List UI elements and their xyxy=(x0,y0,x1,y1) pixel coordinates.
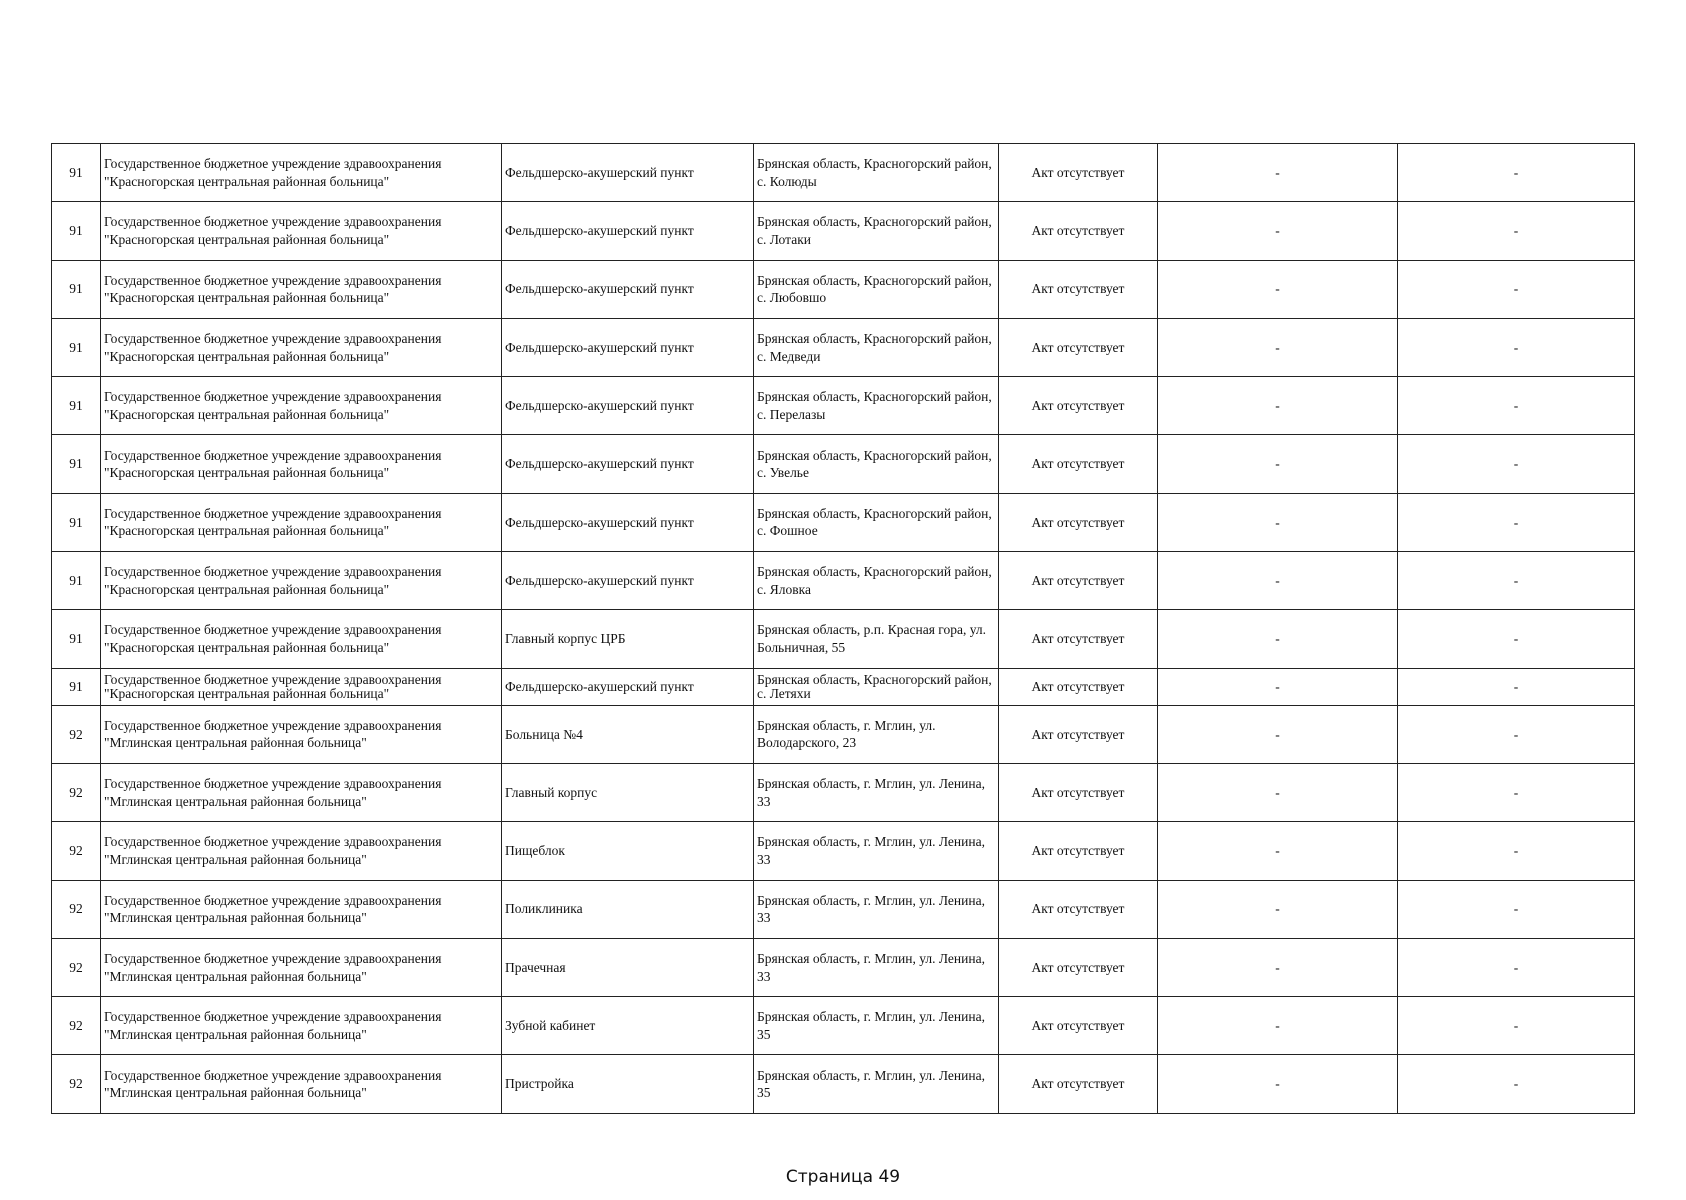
row-number-cell: 91 xyxy=(52,552,101,610)
row-number-cell: 91 xyxy=(52,318,101,376)
organization-cell: Государственное бюджетное учреждение здравоохранения "Мглинская центральная районная больница" xyxy=(101,880,502,938)
empty-value-cell: - xyxy=(1158,880,1398,938)
empty-value-cell: - xyxy=(1158,610,1398,668)
act-status-cell: Акт отсутствует xyxy=(999,705,1158,763)
empty-value-cell: - xyxy=(1398,1055,1635,1113)
organization-cell: Государственное бюджетное учреждение здравоохранения "Мглинская центральная районная больница" xyxy=(101,1055,502,1113)
address-cell: Брянская область, Красногорский район, с. Увелье xyxy=(754,435,999,493)
address-cell: Брянская область, Красногорский район, с. Перелазы xyxy=(754,377,999,435)
object-name-cell: Фельдшерско-акушерский пункт xyxy=(502,435,754,493)
empty-value-cell: - xyxy=(1158,260,1398,318)
empty-value-cell: - xyxy=(1398,997,1635,1055)
empty-value-cell: - xyxy=(1158,763,1398,821)
act-status-cell: Акт отсутствует xyxy=(999,997,1158,1055)
row-number-cell: 92 xyxy=(52,705,101,763)
row-number-cell: 91 xyxy=(52,610,101,668)
act-status-cell: Акт отсутствует xyxy=(999,880,1158,938)
empty-value-cell: - xyxy=(1158,435,1398,493)
act-status-cell: Акт отсутствует xyxy=(999,552,1158,610)
act-status-cell: Акт отсутствует xyxy=(999,1055,1158,1113)
table-row xyxy=(52,880,1635,938)
empty-value-cell: - xyxy=(1158,493,1398,551)
act-status-cell: Акт отсутствует xyxy=(999,493,1158,551)
registry-table xyxy=(51,143,1635,1114)
empty-value-cell: - xyxy=(1158,705,1398,763)
act-status-cell: Акт отсутствует xyxy=(999,144,1158,202)
table-row xyxy=(52,763,1635,821)
table-row xyxy=(52,377,1635,435)
object-name-cell: Фельдшерско-акушерский пункт xyxy=(502,493,754,551)
empty-value-cell: - xyxy=(1398,552,1635,610)
object-name-cell: Фельдшерско-акушерский пункт xyxy=(502,318,754,376)
empty-value-cell: - xyxy=(1398,880,1635,938)
organization-cell: Государственное бюджетное учреждение здравоохранения "Красногорская центральная районная больница" xyxy=(101,144,502,202)
table-row xyxy=(52,144,1635,202)
row-number-cell: 92 xyxy=(52,997,101,1055)
address-cell: Брянская область, Красногорский район, с. Колюды xyxy=(754,144,999,202)
organization-cell: Государственное бюджетное учреждение здравоохранения "Красногорская центральная районная больница" xyxy=(101,552,502,610)
page-number: Страница 49 xyxy=(785,1167,901,1187)
table-row xyxy=(52,1055,1635,1113)
empty-value-cell: - xyxy=(1398,822,1635,880)
address-cell: Брянская область, г. Мглин, ул. Ленина, 35 xyxy=(754,997,999,1055)
address-cell: Брянская область, Красногорский район, с. Летяхи xyxy=(754,668,999,705)
object-name-cell: Фельдшерско-акушерский пункт xyxy=(502,552,754,610)
row-number-cell: 92 xyxy=(52,938,101,996)
address-cell: Брянская область, Красногорский район, с. Лотаки xyxy=(754,202,999,260)
empty-value-cell: - xyxy=(1158,202,1398,260)
object-name-cell: Больница №4 xyxy=(502,705,754,763)
empty-value-cell: - xyxy=(1398,493,1635,551)
organization-cell: Государственное бюджетное учреждение здравоохранения "Красногорская центральная районная больница" xyxy=(101,202,502,260)
organization-cell: Государственное бюджетное учреждение здравоохранения "Мглинская центральная районная больница" xyxy=(101,822,502,880)
act-status-cell: Акт отсутствует xyxy=(999,260,1158,318)
row-number-cell: 91 xyxy=(52,668,101,705)
address-cell: Брянская область, Красногорский район, с. Любовшо xyxy=(754,260,999,318)
address-cell: Брянская область, Красногорский район, с. Яловка xyxy=(754,552,999,610)
empty-value-cell: - xyxy=(1398,260,1635,318)
act-status-cell: Акт отсутствует xyxy=(999,435,1158,493)
row-number-cell: 92 xyxy=(52,880,101,938)
act-status-cell: Акт отсутствует xyxy=(999,377,1158,435)
act-status-cell: Акт отсутствует xyxy=(999,318,1158,376)
row-number-cell: 92 xyxy=(52,763,101,821)
empty-value-cell: - xyxy=(1158,668,1398,705)
organization-cell: Государственное бюджетное учреждение здравоохранения "Красногорская центральная районная больница" xyxy=(101,610,502,668)
empty-value-cell: - xyxy=(1398,938,1635,996)
organization-cell: Государственное бюджетное учреждение здравоохранения "Красногорская центральная районная больница" xyxy=(101,435,502,493)
empty-value-cell: - xyxy=(1158,997,1398,1055)
address-cell: Брянская область, г. Мглин, ул. Ленина, 33 xyxy=(754,822,999,880)
address-cell: Брянская область, р.п. Красная гора, ул. Больничная, 55 xyxy=(754,610,999,668)
empty-value-cell: - xyxy=(1158,1055,1398,1113)
object-name-cell: Фельдшерско-акушерский пункт xyxy=(502,668,754,705)
table-row xyxy=(52,997,1635,1055)
empty-value-cell: - xyxy=(1398,144,1635,202)
object-name-cell: Поликлиника xyxy=(502,880,754,938)
object-name-cell: Пристройка xyxy=(502,1055,754,1113)
empty-value-cell: - xyxy=(1398,318,1635,376)
object-name-cell: Фельдшерско-акушерский пункт xyxy=(502,260,754,318)
table-row xyxy=(52,493,1635,551)
empty-value-cell: - xyxy=(1398,705,1635,763)
table-row xyxy=(52,202,1635,260)
table-row xyxy=(52,938,1635,996)
object-name-cell: Главный корпус xyxy=(502,763,754,821)
row-number-cell: 91 xyxy=(52,377,101,435)
organization-cell: Государственное бюджетное учреждение здравоохранения "Красногорская центральная районная больница" xyxy=(101,493,502,551)
empty-value-cell: - xyxy=(1158,552,1398,610)
empty-value-cell: - xyxy=(1158,144,1398,202)
table-row xyxy=(52,318,1635,376)
address-cell: Брянская область, г. Мглин, ул. Ленина, 33 xyxy=(754,880,999,938)
row-number-cell: 91 xyxy=(52,435,101,493)
empty-value-cell: - xyxy=(1158,938,1398,996)
organization-cell: Государственное бюджетное учреждение здравоохранения "Красногорская центральная районная больница" xyxy=(101,668,502,705)
address-cell: Брянская область, Красногорский район, с. Медведи xyxy=(754,318,999,376)
organization-cell: Государственное бюджетное учреждение здравоохранения "Красногорская центральная районная больница" xyxy=(101,260,502,318)
address-cell: Брянская область, Красногорский район, с. Фошное xyxy=(754,493,999,551)
empty-value-cell: - xyxy=(1398,763,1635,821)
organization-cell: Государственное бюджетное учреждение здравоохранения "Мглинская центральная районная больница" xyxy=(101,938,502,996)
row-number-cell: 91 xyxy=(52,202,101,260)
address-cell: Брянская область, г. Мглин, ул. Ленина, 33 xyxy=(754,763,999,821)
organization-cell: Государственное бюджетное учреждение здравоохранения "Мглинская центральная районная больница" xyxy=(101,997,502,1055)
object-name-cell: Прачечная xyxy=(502,938,754,996)
act-status-cell: Акт отсутствует xyxy=(999,610,1158,668)
table-row xyxy=(52,668,1635,705)
empty-value-cell: - xyxy=(1398,435,1635,493)
row-number-cell: 92 xyxy=(52,822,101,880)
table-row xyxy=(52,552,1635,610)
row-number-cell: 91 xyxy=(52,144,101,202)
empty-value-cell: - xyxy=(1398,202,1635,260)
empty-value-cell: - xyxy=(1158,377,1398,435)
row-number-cell: 91 xyxy=(52,493,101,551)
act-status-cell: Акт отсутствует xyxy=(999,668,1158,705)
act-status-cell: Акт отсутствует xyxy=(999,822,1158,880)
address-cell: Брянская область, г. Мглин, ул. Володарского, 23 xyxy=(754,705,999,763)
empty-value-cell: - xyxy=(1398,610,1635,668)
organization-cell: Государственное бюджетное учреждение здравоохранения "Красногорская центральная районная больница" xyxy=(101,318,502,376)
address-cell: Брянская область, г. Мглин, ул. Ленина, 33 xyxy=(754,938,999,996)
act-status-cell: Акт отсутствует xyxy=(999,938,1158,996)
object-name-cell: Зубной кабинет xyxy=(502,997,754,1055)
object-name-cell: Фельдшерско-акушерский пункт xyxy=(502,377,754,435)
registry-table-body xyxy=(52,144,1635,1114)
empty-value-cell: - xyxy=(1398,668,1635,705)
row-number-cell: 91 xyxy=(52,260,101,318)
table-row xyxy=(52,705,1635,763)
table-row xyxy=(52,822,1635,880)
empty-value-cell: - xyxy=(1398,377,1635,435)
empty-value-cell: - xyxy=(1158,822,1398,880)
object-name-cell: Главный корпус ЦРБ xyxy=(502,610,754,668)
act-status-cell: Акт отсутствует xyxy=(999,202,1158,260)
table-row xyxy=(52,610,1635,668)
organization-cell: Государственное бюджетное учреждение здравоохранения "Мглинская центральная районная больница" xyxy=(101,763,502,821)
act-status-cell: Акт отсутствует xyxy=(999,763,1158,821)
empty-value-cell: - xyxy=(1158,318,1398,376)
organization-cell: Государственное бюджетное учреждение здравоохранения "Мглинская центральная районная больница" xyxy=(101,705,502,763)
object-name-cell: Фельдшерско-акушерский пункт xyxy=(502,202,754,260)
address-cell: Брянская область, г. Мглин, ул. Ленина, 35 xyxy=(754,1055,999,1113)
organization-cell: Государственное бюджетное учреждение здравоохранения "Красногорская центральная районная больница" xyxy=(101,377,502,435)
table-row xyxy=(52,435,1635,493)
row-number-cell: 92 xyxy=(52,1055,101,1113)
table-row xyxy=(52,260,1635,318)
object-name-cell: Фельдшерско-акушерский пункт xyxy=(502,144,754,202)
object-name-cell: Пищеблок xyxy=(502,822,754,880)
